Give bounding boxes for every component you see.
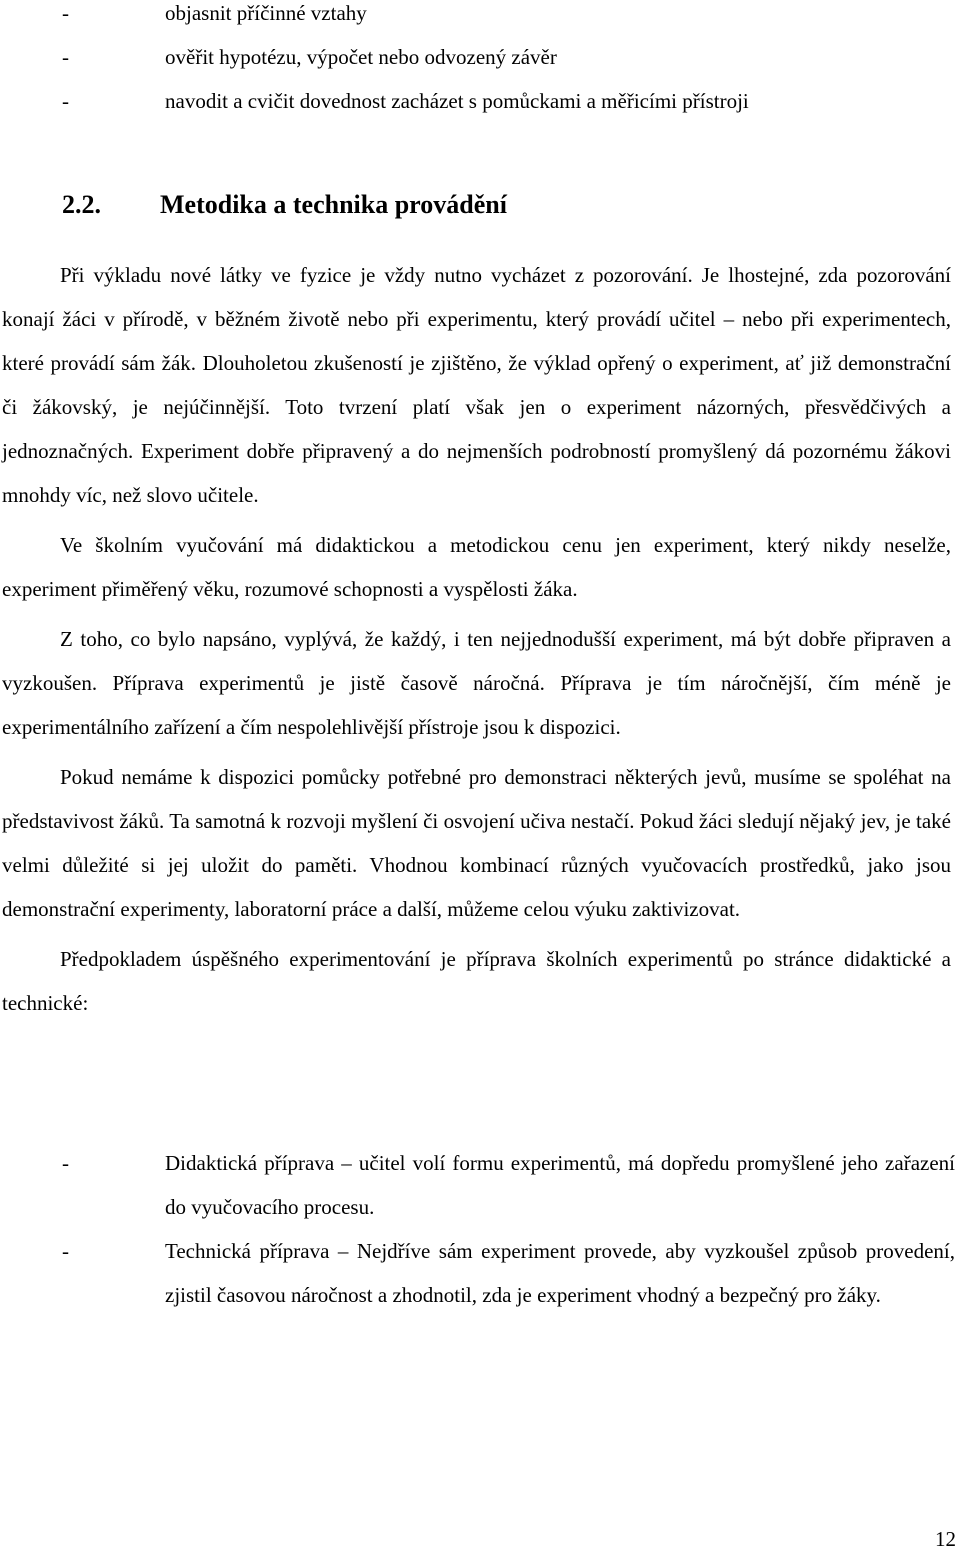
- section-title: Metodika a technika provádění: [160, 190, 507, 219]
- bullet-dash: -: [62, 89, 69, 113]
- paragraph: Předpokladem úspěšného experimentování je příprava školních experimentů po stránce didaktické a technické:: [2, 947, 951, 1015]
- paragraph: Pokud nemáme k dispozici pomůcky potřebné pro demonstraci některých jevů, musíme se spoléhat na představivost žáků. Ta samotná k rozvoji myšlení či osvojení učiva nestačí. Pokud žáci sledují nějaký jev, je také velmi důležité si jej uložit do paměti. Vhodnou kombinací různých vyučovacích prostředků, jako jsou demonstrační experimenty, laboratorní práce a další, můžeme celou výuku zaktivizovat.: [2, 765, 951, 921]
- bullet-text: objasnit příčinné vztahy: [165, 1, 367, 25]
- list-item: [0, 79, 955, 123]
- bullet-dash: -: [62, 1239, 69, 1263]
- objectives-list: [0, 0, 955, 123]
- paragraph: Při výkladu nové látky ve fyzice je vždy nutno vycházet z pozorování. Je lhostejné, zda pozorování konají žáci v přírodě, v běžném životě nebo při experimentu, který provádí učitel – nebo při experimentech, které provádí sám žák. Dlouholetou zkušeností je zjištěno, že výklad opřený o experiment, ať již demonstrační či žákovský, je nejúčinnější. Toto tvrzení platí však jen o experiment názorných, přesvědčivých a jednoznačných. Experiment dobře připravený a do nejmenších podrobností promyšlený dá pozornému žákovi mnohdy víc, než slovo učitele.: [2, 263, 951, 507]
- bullet-text: ověřit hypotézu, výpočet nebo odvozený závěr: [165, 45, 557, 69]
- page-number: 12: [935, 1527, 956, 1551]
- list-item: [0, 35, 955, 79]
- bullet-dash: -: [62, 1, 69, 25]
- preparation-list: [0, 1141, 955, 1317]
- body-text: [2, 253, 951, 1031]
- list-item: [0, 1141, 955, 1229]
- bullet-text: Didaktická příprava – učitel volí formu experimentů, má dopředu promyšlené jeho zařazení do vyučovacího procesu.: [165, 1151, 955, 1219]
- paragraph: Z toho, co bylo napsáno, vyplývá, že každý, i ten nejjednodušší experiment, má být dobře připraven a vyzkoušen. Příprava experimentů je jistě časově náročná. Příprava je tím náročnější, čím méně je experimentálního zařízení a čím nespolehlivější přístroje jsou k dispozici.: [2, 627, 951, 739]
- bullet-text: navodit a cvičit dovednost zacházet s pomůckami a měřicími přístroji: [165, 89, 749, 113]
- section-heading: [62, 180, 507, 230]
- paragraph: Ve školním vyučování má didaktickou a metodickou cenu jen experiment, který nikdy neselže, experiment přiměřený věku, rozumové schopnosti a vyspělosti žáka.: [2, 533, 951, 601]
- section-number: 2.2.: [62, 190, 101, 219]
- list-item: [0, 1229, 955, 1317]
- list-item: [0, 0, 955, 35]
- bullet-dash: -: [62, 45, 69, 69]
- bullet-text: Technická příprava – Nejdříve sám experiment provede, aby vyzkoušel způsob provedení, zjistil časovou náročnost a zhodnotil, zda je experiment vhodný a bezpečný pro žáky.: [165, 1239, 955, 1307]
- bullet-dash: -: [62, 1151, 69, 1175]
